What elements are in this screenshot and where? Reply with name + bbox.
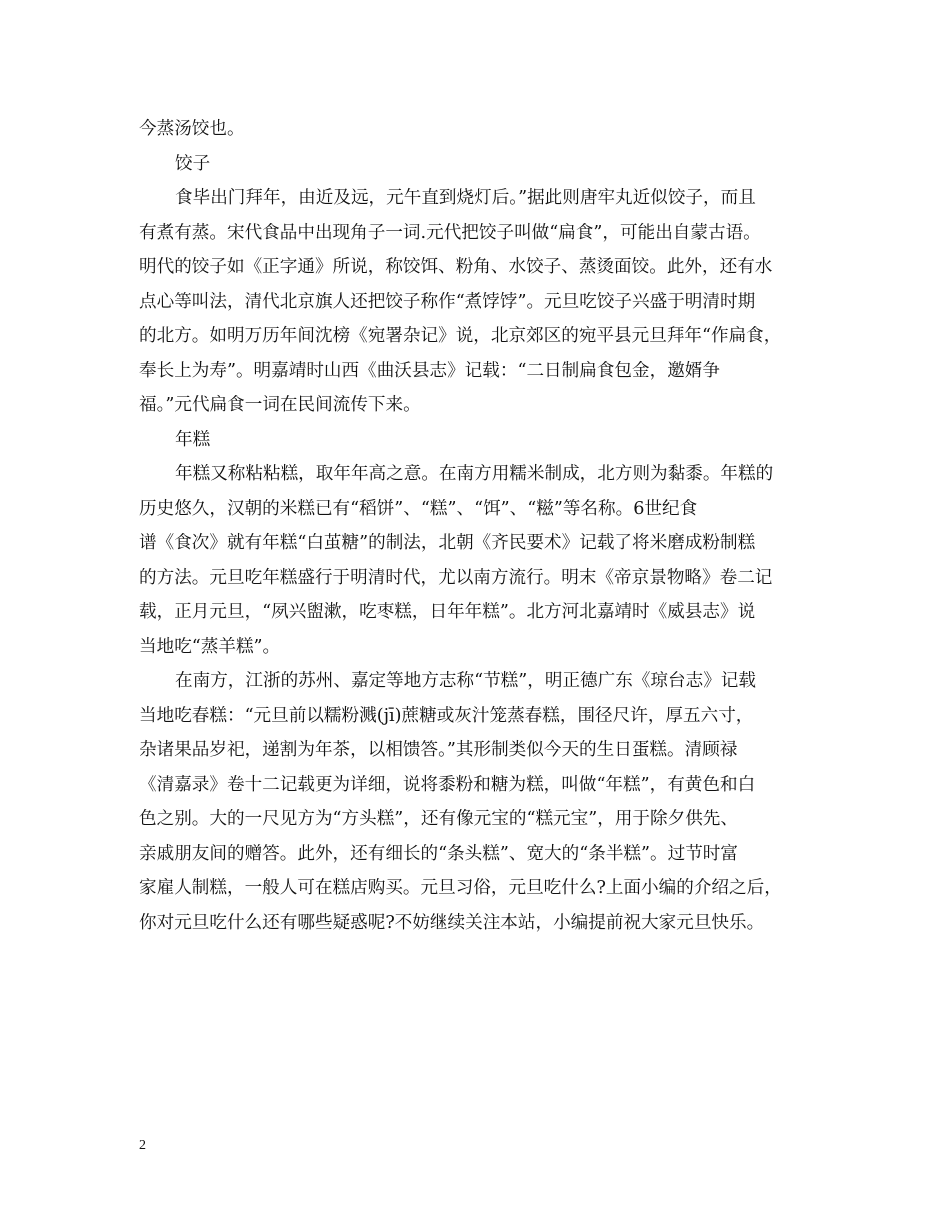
text-line: 食毕出门拜年，由近及远，元午直到烧灯后。”据此则唐牢丸近似饺子，而且 (175, 188, 756, 208)
text-line: 历史悠久，汉朝的米糕已有“稻饼”、“糕”、“饵”、“糍”等名称。6世纪食 (139, 498, 698, 519)
text-line: 福。”元代扁食一词在民间流传下来。 (139, 395, 421, 415)
text-line: 的方法。元旦吃年糕盛行于明清时代，尤以南方流行。明末《帝京景物略》卷二记 (139, 567, 773, 588)
document-body (139, 112, 833, 940)
text-line: 年糕又称粘粘糕，取年年高之意。在南方用糯米制成，北方则为黏黍。年糕的 (175, 464, 774, 484)
text-line: 色之别。大的一尺见方为“方头糕”，还有像元宝的“糕元宝”，用于除夕供先、 (139, 809, 738, 829)
section-heading-niangao: 年糕 (175, 429, 211, 450)
text-line: 你对元旦吃什么还有哪些疑惑呢?不妨继续关注本站，小编提前祝大家元旦快乐。 (139, 912, 765, 933)
text-line: 当地吃“蒸羊糕”。 (139, 636, 281, 657)
page-number: 2 (139, 1138, 146, 1153)
text-line: 有煮有蒸。宋代食品中出现角子一词.元代把饺子叫做“扁食”，可能出自蒙古语。 (139, 222, 761, 243)
text-line: 明代的饺子如《正字通》所说，称饺饵、粉角、水饺子、蒸烫面饺。此外，还有水 (139, 257, 773, 277)
text-line: 载，正月元旦，“夙兴盥漱，吃枣糕，日年年糕”。北方河北嘉靖时《威县志》说 (139, 602, 756, 622)
text-line: 点心等叫法，清代北京旗人还把饺子称作“煮饽饽”。元旦吃饺子兴盛于明清时期 (139, 291, 756, 312)
text-line: 杂诸果品岁祀，递割为年茶，以相馈答。”其形制类似今天的生日蛋糕。清顾禄 (139, 740, 738, 760)
text-line: 当地吃春糕：“元旦前以糯粉溅(jī)蔗糖或灰汁笼蒸春糕，围径尺许，厚五六寸， (139, 705, 754, 726)
text-line: 《清嘉录》卷十二记载更为详细，说将黍粉和糖为糕，叫做“年糕”，有黄色和白 (139, 774, 756, 795)
text-line: 的北方。如明万历年间沈榜《宛署杂记》说，北京郊区的宛平县元旦拜年“作扁食， (139, 326, 782, 346)
text-line: 家雇人制糕，一般人可在糕店购买。元旦习俗，元旦吃什么?上面小编的介绍之后， (139, 878, 782, 898)
text-line: 今蒸汤饺也。 (139, 119, 245, 139)
section-heading-jiaozi: 饺子 (175, 153, 211, 174)
text-line: 亲戚朋友间的赠答。此外，还有细长的“条头糕”、宽大的“条半糕”。过节时富 (139, 843, 738, 864)
text-line: 奉长上为寿”。明嘉靖时山西《曲沃县志》记载：“二日制扁食包金，邀婿争 (139, 360, 720, 381)
text-line: 谱《食次》就有年糕“白茧糖”的制法，北朝《齐民要术》记载了将米磨成粉制糕 (139, 533, 756, 553)
text-line: 在南方，江浙的苏州、嘉定等地方志称“节糕”，明正德广东《琼台志》记载 (175, 671, 756, 691)
